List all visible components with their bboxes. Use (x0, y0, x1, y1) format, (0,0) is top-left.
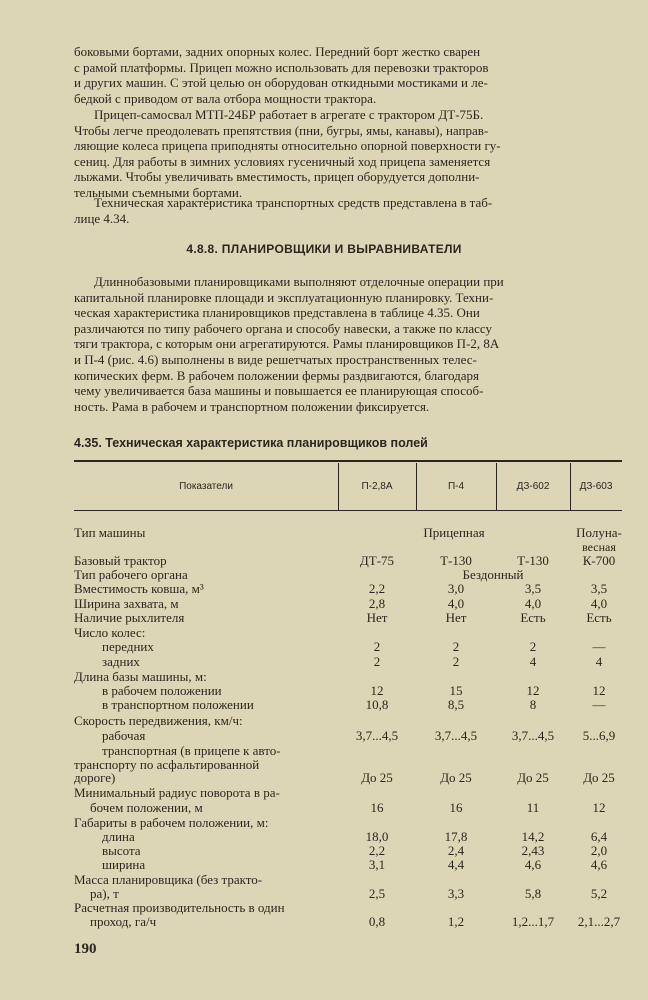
cell-value: 2,1...2,7 (577, 914, 621, 929)
cell-value: До 25 (583, 770, 615, 785)
cell-value: 18,0 (365, 829, 389, 844)
cell-value: 2,5 (368, 886, 386, 901)
row-label: Скорость передвижения, км/ч: (74, 713, 243, 728)
section-heading: 4.8.8. ПЛАНИРОВЩИКИ И ВЫРАВНИВАТЕЛИ (186, 242, 462, 256)
row-label: длина (102, 829, 135, 844)
cell-value: 2 (373, 639, 381, 654)
cell-value: 2,2 (368, 843, 386, 858)
row-label: Базовый трактор (74, 553, 167, 568)
row-label: передних (102, 639, 154, 654)
cell-value: 16 (370, 800, 384, 815)
cell-value: Т-130 (440, 553, 472, 568)
cell-value: 0,8 (368, 914, 386, 929)
cell-value: 4,0 (447, 596, 465, 611)
text-line: тельными съемными бортами. (74, 184, 243, 200)
row-label: Длина базы машины, м: (74, 669, 207, 684)
cell-value: Есть (586, 610, 612, 625)
cell-value: 4 (529, 654, 537, 669)
cell-value: 12 (526, 683, 540, 698)
header-cell-indicators: Показатели (179, 481, 233, 492)
cell-value: 3,0 (447, 581, 465, 596)
text-line: Техническая характеристика транспортных средств представлена в таб- (94, 195, 493, 210)
page-number: 190 (74, 941, 97, 957)
row-label: задних (102, 654, 140, 669)
cell-value: 3,7...4,5 (355, 728, 399, 743)
text-line: ность. Рама в рабочем и транспортном положении фиксируется. (74, 398, 430, 414)
row-label: Ширина захвата, м (74, 596, 179, 611)
row-label: Вместимость ковша, м³ (74, 581, 204, 596)
row-label: Тип машины (74, 525, 146, 540)
text-line: и П-4 (рис. 4.6) выполнены в виде решетчатых пространственных телес- (74, 351, 477, 367)
text-line: Длиннобазовыми планировщиками выполняют отделочные операции при (94, 274, 504, 289)
cell-value: 8 (529, 697, 537, 712)
cell-value: 14,2 (521, 829, 545, 844)
cell-value: 1,2 (447, 914, 465, 929)
text-line: ляющие колеса прицепа приподняты относительно опорной поверхности гу- (74, 138, 501, 154)
cell-value: 8,5 (447, 697, 465, 712)
cell-value: 4,0 (524, 596, 542, 611)
header-cell-p28a: П-2,8А (361, 481, 393, 492)
table-top-rule (74, 460, 622, 462)
cell-value: 2 (373, 654, 381, 669)
cell-value: 4,0 (590, 596, 608, 611)
cell-value: 3,3 (447, 886, 465, 901)
cell-value: 12 (370, 683, 384, 698)
cell-value: — (592, 697, 606, 712)
cell-value: 4 (595, 654, 603, 669)
table-header-row (74, 463, 622, 510)
row-label: Масса планировщика (без тракто- (74, 872, 263, 887)
row-label: ра), т (90, 886, 119, 901)
cell-value: Есть (520, 610, 546, 625)
header-cell-p4: П-4 (447, 481, 465, 492)
row-label: Наличие рыхлителя (74, 610, 185, 625)
cell-value: 10,8 (365, 697, 389, 712)
row-label: рабочая (102, 728, 146, 743)
cell-value: 11 (526, 800, 540, 815)
row-label: дороге) (74, 770, 116, 785)
cell-value: 17,8 (444, 829, 468, 844)
cell-value: — (592, 639, 606, 654)
intro-paragraph-3 (74, 195, 622, 226)
cell-value: 5...6,9 (582, 728, 616, 743)
text-line: лице 4.34. (74, 210, 130, 226)
text-line: бедкой с приводом от вала отбора мощности трактора. (74, 90, 377, 106)
cell-value: 2,2 (368, 581, 386, 596)
cell-value: Прицепная (423, 525, 485, 540)
cell-value: 5,8 (524, 886, 542, 901)
table-caption: 4.35. Техническая характеристика планировщиков полей (74, 436, 428, 450)
text-line: тяги трактора, с которым они агрегатируются. Рамы планировщиков П-2, 8А (74, 336, 500, 352)
cell-value: До 25 (517, 770, 549, 785)
row-label: высота (102, 843, 141, 858)
header-cell-dz603: ДЗ-603 (579, 481, 613, 492)
cell-value: 3,5 (524, 581, 542, 596)
text-line: копических ферм. В рабочем положении фермы раздвигаются, благодаря (74, 367, 479, 383)
cell-value: 12 (592, 683, 606, 698)
text-line: ческая характеристика планировщиков представлена в таблице 4.35. Они (74, 305, 480, 321)
row-label: Расчетная производительность в один (74, 900, 285, 915)
cell-value: 15 (449, 683, 463, 698)
text-line: Чтобы легче преодолевать препятствия (пни, бугры, ямы, канавы), направ- (74, 122, 489, 138)
cell-value: 4,6 (590, 857, 608, 872)
header-cell-dz602: ДЗ-602 (516, 481, 550, 492)
cell-value: К-700 (582, 553, 616, 568)
cell-value: Т-130 (517, 553, 549, 568)
cell-value: 2,8 (368, 596, 386, 611)
row-label: бочем положении, м (90, 800, 203, 815)
cell-value: До 25 (440, 770, 472, 785)
cell-value: Полуна- (576, 525, 622, 540)
row-label: Габариты в рабочем положении, м: (74, 815, 269, 830)
row-label: Число колес: (74, 625, 146, 640)
text-line: чему увеличивается база машины и повышается ее планирующая способ- (74, 383, 484, 399)
cell-value: 3,7...4,5 (511, 728, 555, 743)
text-line: различаются по типу рабочего органа и способу навески, а также по классу (74, 320, 493, 336)
intro-paragraph-1 (74, 44, 622, 106)
cell-value: 2 (529, 639, 537, 654)
cell-value: 12 (592, 800, 606, 815)
cell-value: 1,2...1,7 (511, 914, 555, 929)
cell-value: 2,43 (521, 843, 545, 858)
cell-value: 3,1 (368, 857, 386, 872)
cell-value: 3,5 (590, 581, 608, 596)
cell-value: 5,2 (590, 886, 608, 901)
cell-value: 2,4 (447, 843, 465, 858)
text-line: капитальной планировке площади и эксплуатационную планировку. Техни- (74, 289, 494, 305)
row-label: транспортная (в прицепе к авто- (102, 743, 281, 758)
text-line: Прицеп-самосвал МТП-24БР работает в агрегате с трактором ДТ-75Б. (94, 107, 484, 122)
section-paragraph (74, 274, 622, 414)
cell-value: 4,4 (447, 857, 465, 872)
cell-value: Бездонный (462, 567, 524, 582)
row-label: в транспортном положении (102, 697, 254, 712)
cell-value: Нет (445, 610, 467, 625)
cell-value: Нет (366, 610, 388, 625)
text-line: и других машин. С этой целью он оборудован откидными мостиками и ле- (74, 75, 488, 91)
cell-value: 2 (452, 639, 460, 654)
table-header-rule (74, 510, 622, 511)
cell-value: весная (582, 540, 616, 554)
cell-value: 4,6 (524, 857, 542, 872)
row-label: ширина (102, 857, 146, 872)
row-label: в рабочем положении (102, 683, 222, 698)
cell-value: 2,0 (590, 843, 608, 858)
cell-value: 6,4 (590, 829, 608, 844)
row-label: Тип рабочего органа (74, 567, 188, 582)
text-line: с рамой платформы. Прицеп можно использовать для перевозки тракторов (74, 59, 489, 75)
cell-value: 16 (449, 800, 463, 815)
row-label: Минимальный радиус поворота в ра- (74, 785, 280, 800)
cell-value: 2 (452, 654, 460, 669)
row-label: проход, га/ч (90, 914, 157, 929)
text-line: сениц. Для работы в зимних условиях гусеничный ход прицепа заменяется (74, 153, 491, 169)
text-line: боковыми бортами, задних опорных колес. Передний борт жестко сварен (74, 44, 481, 59)
cell-value: До 25 (361, 770, 393, 785)
intro-paragraph-2 (74, 107, 622, 201)
row-label: транспорту по асфальтированной (74, 757, 260, 772)
cell-value: ДТ-75 (359, 553, 395, 568)
cell-value: 3,7...4,5 (434, 728, 478, 743)
text-line: лыжами. Чтобы увеличивать вместимость, прицеп оборудуется дополни- (74, 169, 480, 185)
